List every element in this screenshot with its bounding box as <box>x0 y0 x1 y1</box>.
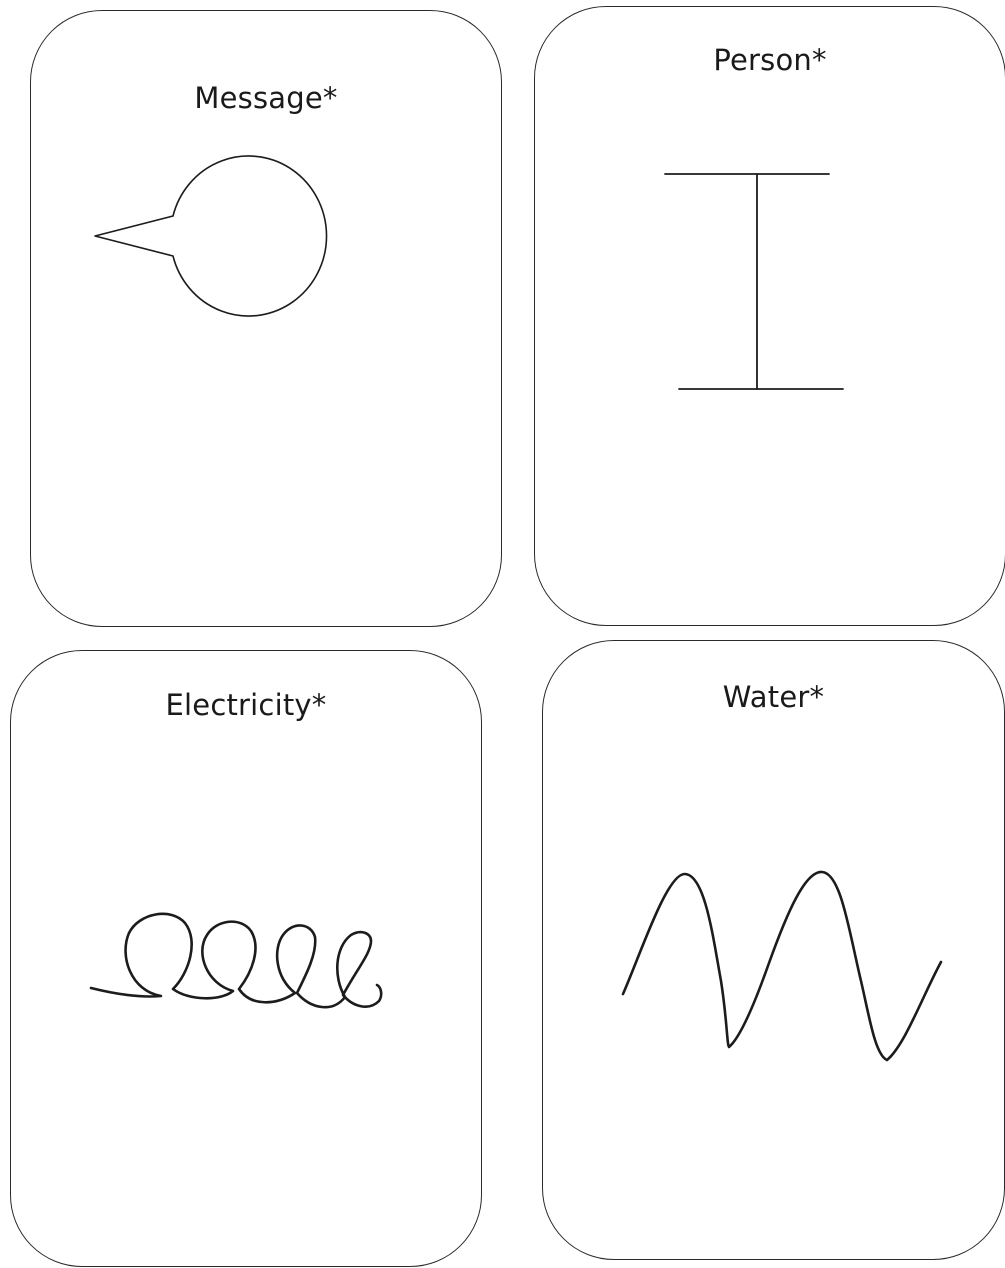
card-water <box>542 640 1005 1260</box>
wave-icon <box>543 641 1005 1261</box>
card-title-electricity: Electricity* <box>165 688 327 722</box>
card-electricity <box>10 650 482 1267</box>
card-person <box>534 6 1005 626</box>
speech-bubble-icon <box>31 11 503 628</box>
card-title-water: Water* <box>722 680 825 714</box>
card-title-person: Person* <box>713 43 827 77</box>
card-title-message: Message* <box>194 81 338 115</box>
card-message <box>30 10 502 627</box>
i-beam-icon <box>535 7 1005 627</box>
coil-icon <box>11 651 483 1268</box>
